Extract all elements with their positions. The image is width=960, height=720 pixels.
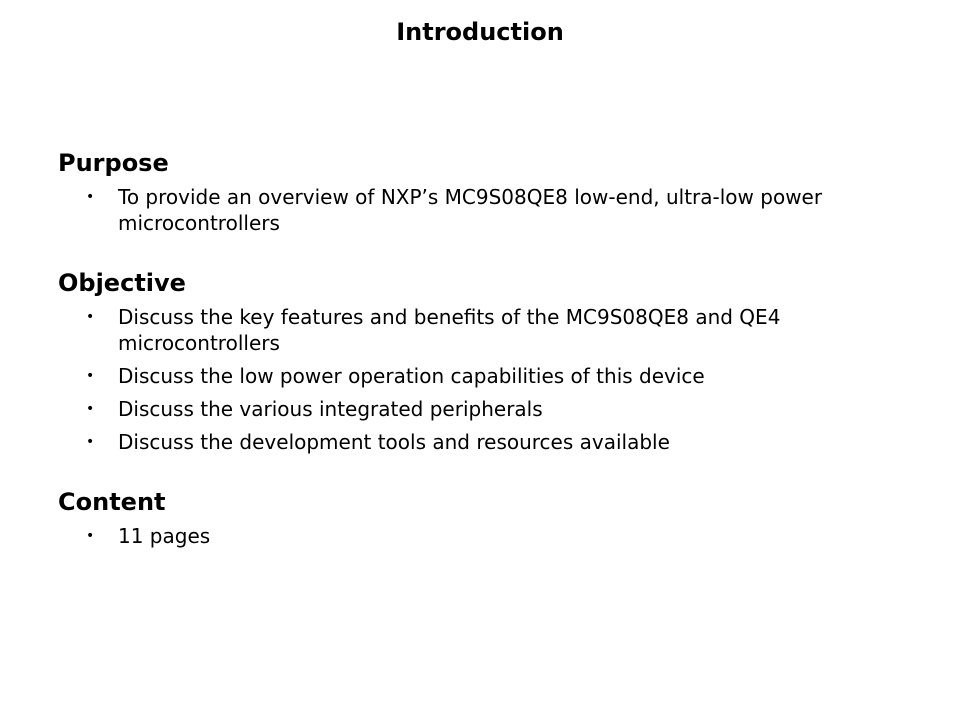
bullet-text: 11 pages xyxy=(118,524,211,548)
bullet-item xyxy=(58,184,898,236)
bullet-text: Discuss the various integrated peripherals xyxy=(118,397,543,421)
section-heading-objective: Objective xyxy=(58,269,186,297)
bullet-item xyxy=(58,304,898,356)
bullet-list-objective xyxy=(58,304,918,455)
bullet-item xyxy=(58,363,898,389)
bullet-icon: • xyxy=(86,368,95,384)
bullet-list-content xyxy=(58,523,918,549)
section-objective xyxy=(58,266,918,455)
bullet-item xyxy=(58,396,898,422)
bullet-text: Discuss the key features and benefits of the MC9S08QE8 and QE4 microcontrollers xyxy=(118,305,781,355)
bullet-text: To provide an overview of NXP’s MC9S08QE8 low-end, ultra-low power microcontrollers xyxy=(118,185,823,235)
bullet-icon: • xyxy=(86,528,95,544)
bullet-icon: • xyxy=(86,309,95,325)
bullet-icon: • xyxy=(86,434,95,450)
bullet-text: Discuss the low power operation capabilities of this device xyxy=(118,364,705,388)
slide-title: Introduction xyxy=(396,18,564,46)
bullet-item xyxy=(58,429,898,455)
bullet-list-purpose xyxy=(58,184,918,236)
slide-content xyxy=(58,146,918,549)
section-purpose xyxy=(58,146,918,236)
section-heading-purpose: Purpose xyxy=(58,149,169,177)
bullet-text: Discuss the development tools and resources available xyxy=(118,430,670,454)
bullet-item xyxy=(58,523,898,549)
bullet-icon: • xyxy=(86,401,95,417)
section-heading-content: Content xyxy=(58,488,166,516)
bullet-icon: • xyxy=(86,189,95,205)
section-content xyxy=(58,485,918,549)
